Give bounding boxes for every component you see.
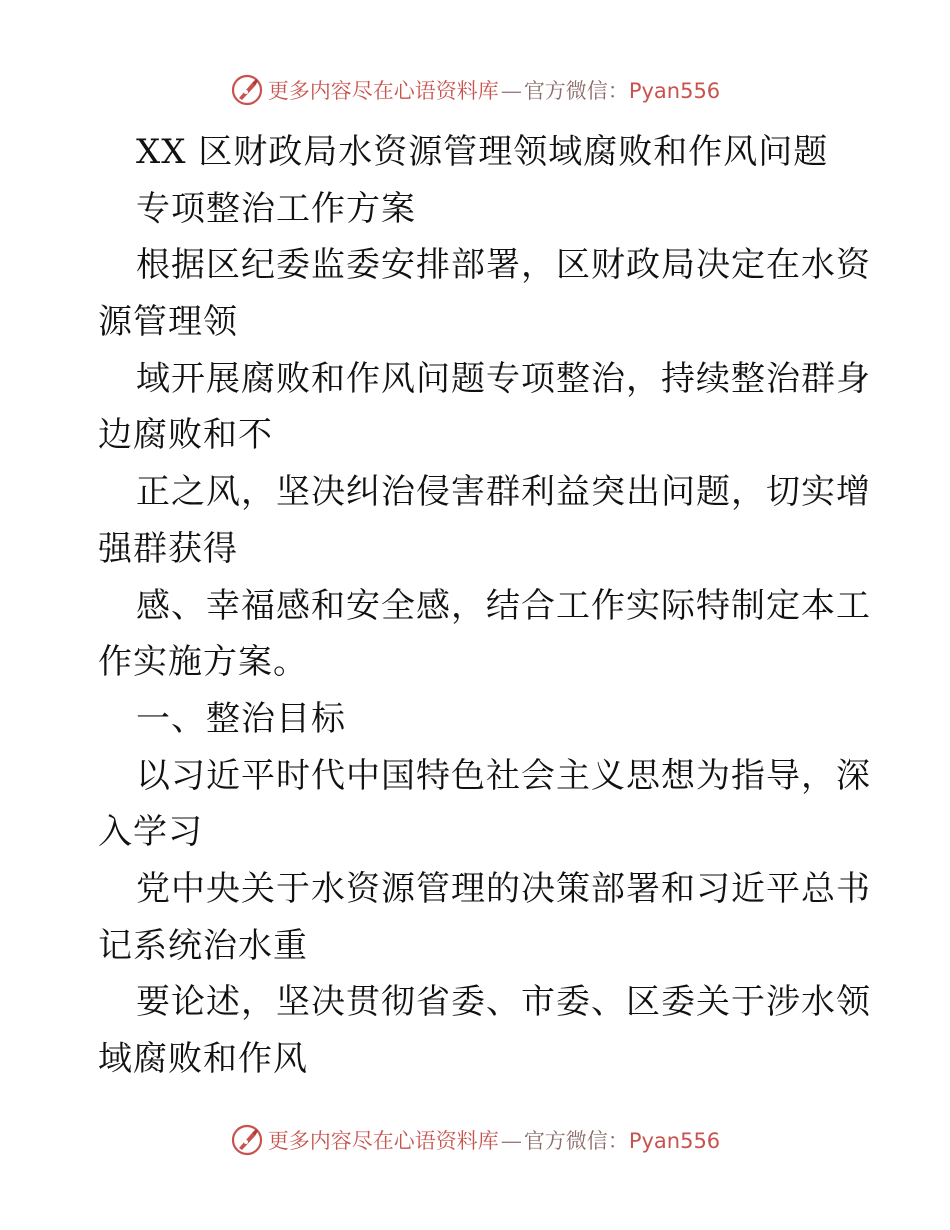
paragraph-line: 源管理领 xyxy=(98,302,238,343)
doc-title-line-2: 专项整治工作方案 xyxy=(136,188,416,229)
pen-logo-icon xyxy=(230,73,264,107)
footer-banner xyxy=(0,1120,950,1160)
paragraph-line: 域开展腐败和作风问题专项整治，持续整治群身 xyxy=(136,358,871,399)
paragraph-line: 强群获得 xyxy=(98,528,238,569)
paragraph-line: 感、幸福感和安全感，结合工作实际特制定本工 xyxy=(136,585,871,626)
document-body xyxy=(98,124,871,1088)
wechat-label: 官方微信： xyxy=(523,79,629,103)
banner-separator: — xyxy=(500,1129,522,1153)
wechat-id: Pyan556 xyxy=(628,79,721,103)
banner-text: 更多内容尽在心语资料库 xyxy=(267,79,499,103)
section-heading: 一、整治目标 xyxy=(136,698,346,739)
paragraph-line: 根据区纪委监委安排部署，区财政局决定在水资 xyxy=(136,245,871,286)
paragraph-line: 作实施方案。 xyxy=(98,642,308,683)
paragraph-line: 要论述，坚决贯彻省委、市委、区委关于涉水领 xyxy=(136,982,871,1023)
paragraph-line: 域腐败和作风 xyxy=(98,1039,308,1079)
banner-separator: — xyxy=(500,79,522,103)
doc-title-line-1: XX 区财政局水资源管理领域腐败和作风问题 xyxy=(136,132,829,172)
banner-text: 更多内容尽在心语资料库 xyxy=(267,1129,499,1153)
paragraph-line: 入学习 xyxy=(98,812,203,853)
pen-logo-icon xyxy=(230,1123,264,1157)
header-banner xyxy=(0,70,950,110)
wechat-id: Pyan556 xyxy=(628,1129,721,1153)
paragraph-line: 正之风，坚决纠治侵害群利益突出问题，切实增 xyxy=(136,472,871,513)
paragraph-line: 以习近平时代中国特色社会主义思想为指导，深 xyxy=(136,755,871,796)
paragraph-line: 边腐败和不 xyxy=(98,415,273,456)
wechat-label: 官方微信： xyxy=(523,1129,629,1153)
paragraph-line: 党中央关于水资源管理的决策部署和习近平总书 xyxy=(136,868,871,909)
paragraph-line: 记系统治水重 xyxy=(98,925,308,966)
